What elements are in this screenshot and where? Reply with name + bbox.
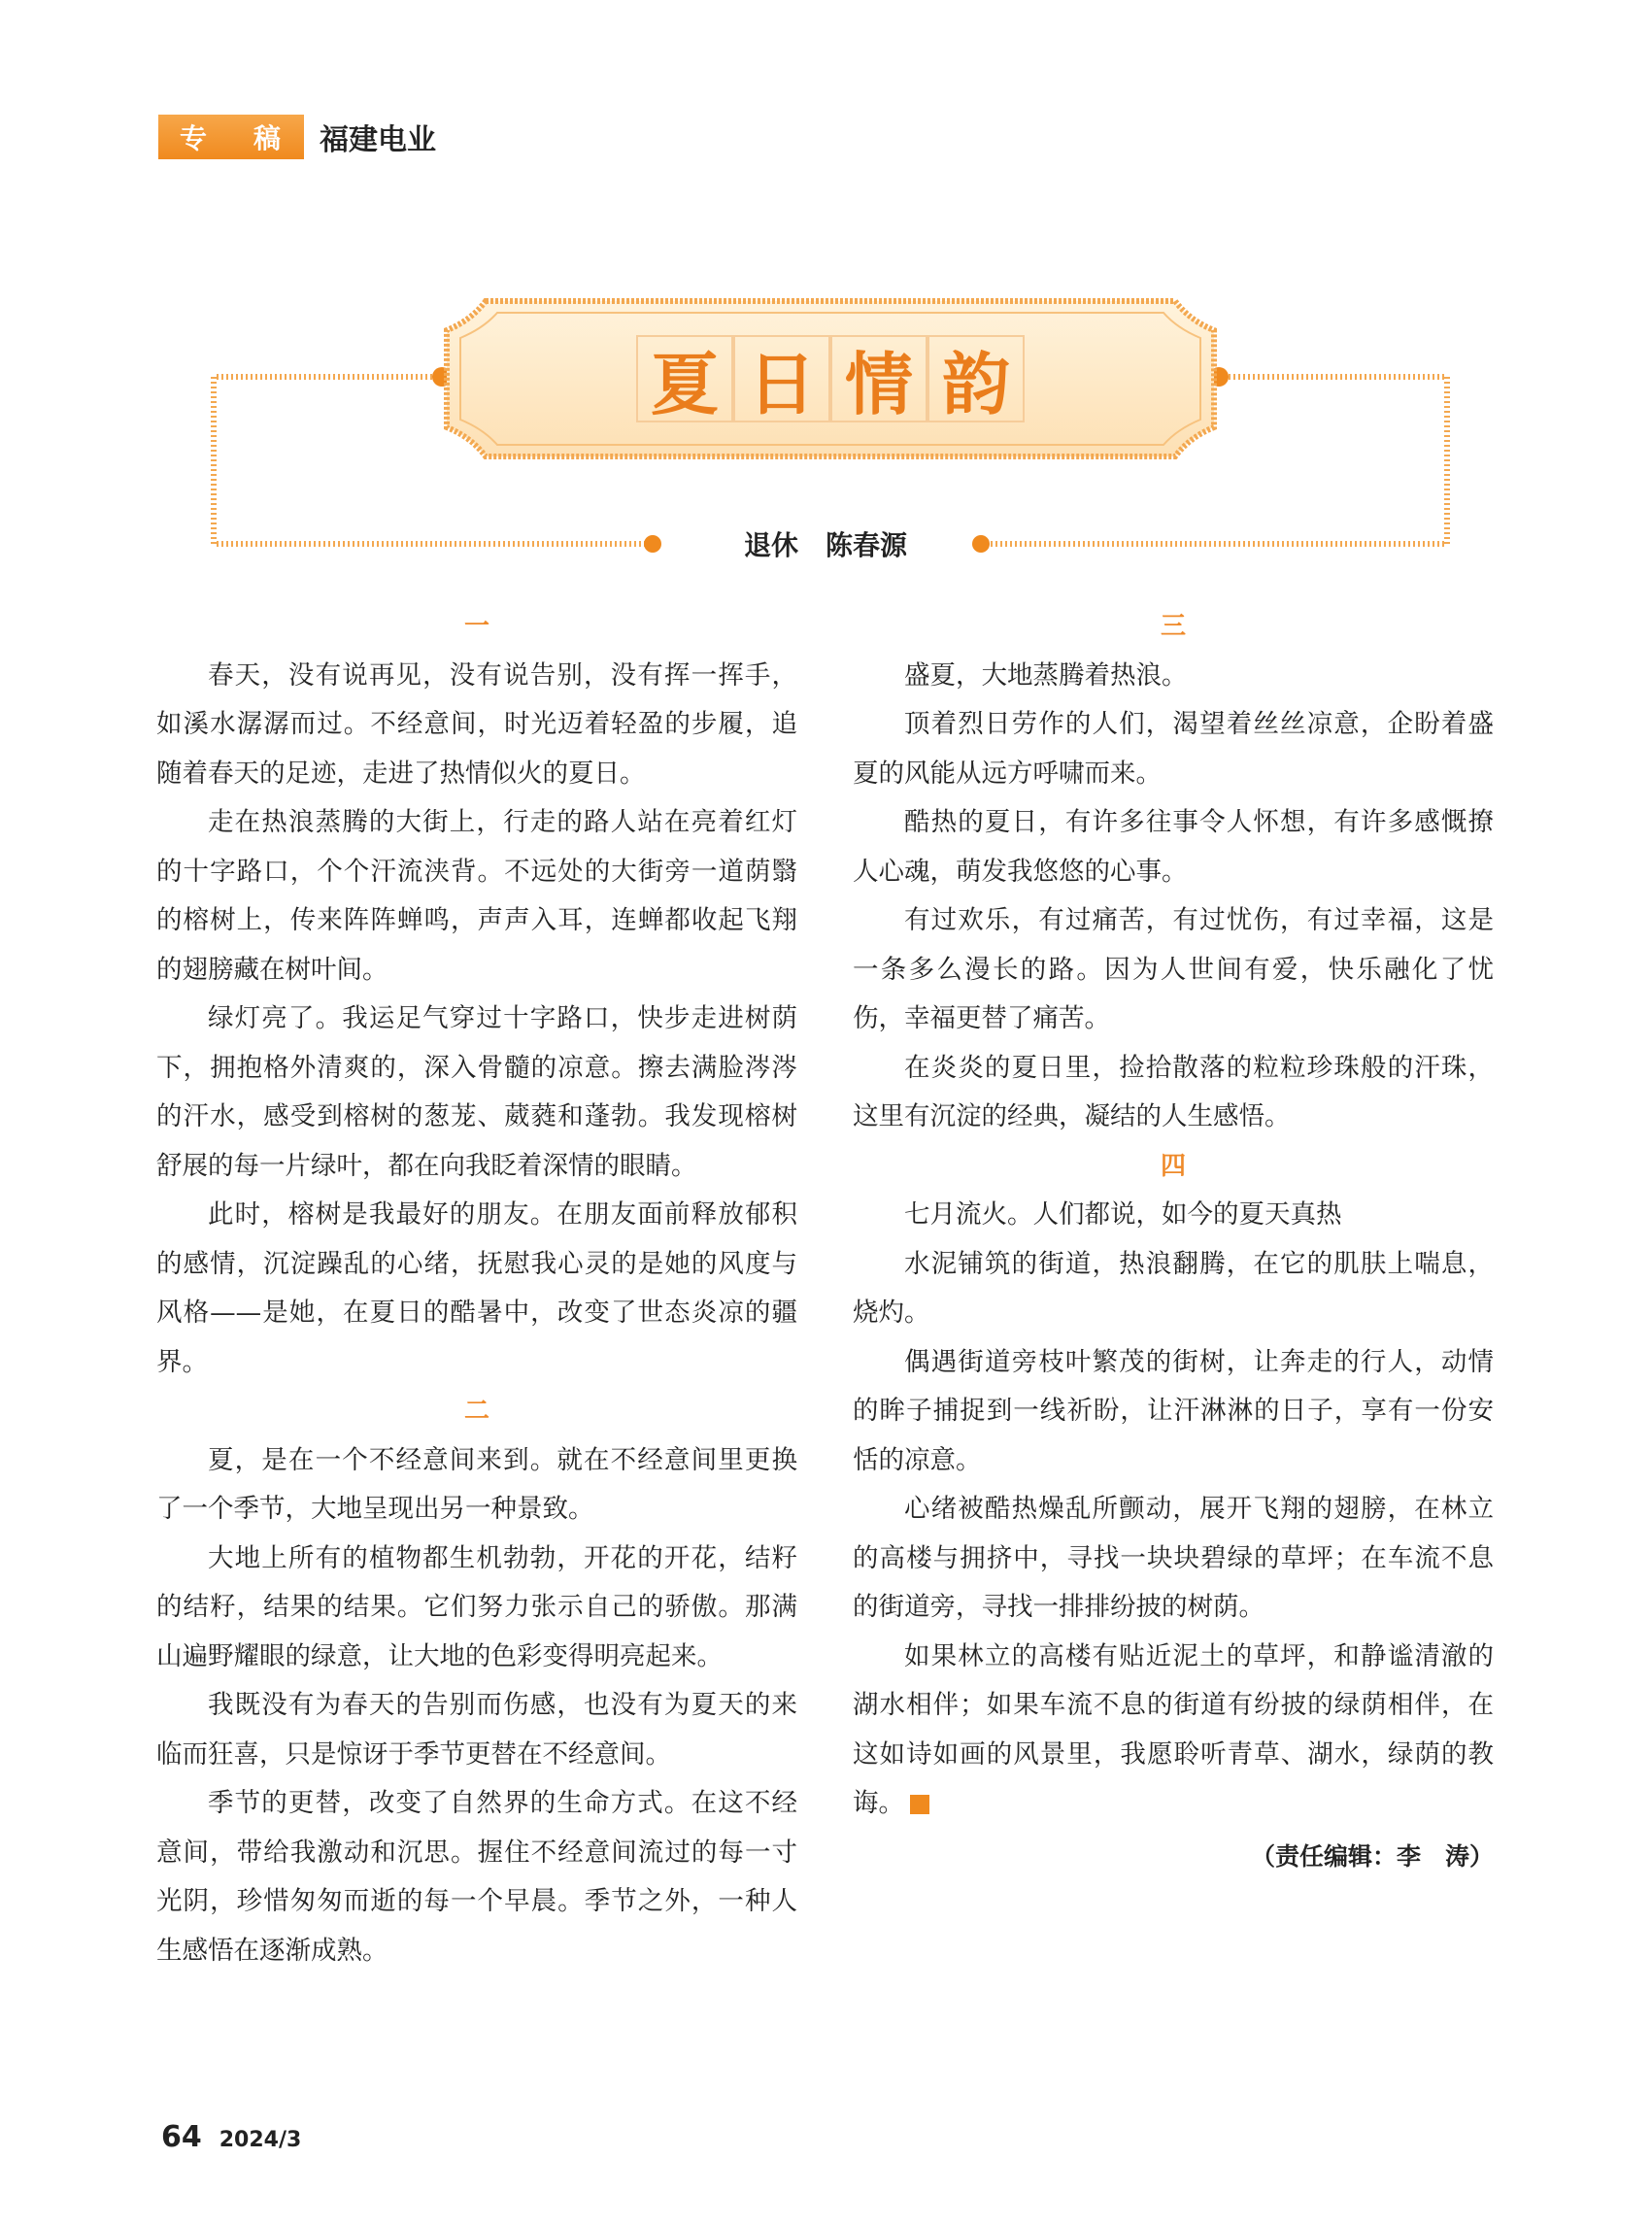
paragraph-text: 如果林立的高楼有贴近泥土的草坪，和静谧清澈的湖水相伴；如果车流不息的街道有纷披的绿荫相伴，在这如诗如画的风景里，我愿聆听青草、湖水，绿荫的教诲。 [853,1640,1494,1818]
paragraph-last [853,1633,1494,1829]
paragraph: 水泥铺筑的街道，热浪翻腾，在它的肌肤上喘息，烧灼。 [853,1248,1494,1328]
left-column [156,602,797,1975]
paragraph: 春天，没有说再见，没有说告别，没有挥一挥手，如溪水潺潺而过。不经意间，时光迈着轻盈的步履，追随着春天的足迹，走进了热情似火的夏日。 [156,659,797,789]
paragraph: 盛夏，大地蒸腾着热浪。 [904,659,1188,691]
paragraph: 绿灯亮了。我运足气穿过十字路口，快步走进树荫下，拥抱格外清爽的，深入骨髓的凉意。擦去满脸涔涔的汗水，感受到榕树的葱茏、葳蕤和蓬勃。我发现榕树舒展的每一片绿叶，都在向我眨着深情的眼睛。 [156,1003,797,1181]
paragraph: 七月流火。人们都说，如今的夏天真热 [904,1199,1342,1230]
issue-label: 2024/3 [219,2128,302,2152]
paragraph: 大地上所有的植物都生机勃勃，开花的开花，结籽的结籽，结果的结果。它们努力张示自己的骄傲。那满山遍野耀眼的绿意，让大地的色彩变得明亮起来。 [156,1542,797,1671]
article-title [636,335,1025,422]
title-char: 韵 [927,335,1025,422]
paragraph: 有过欢乐，有过痛苦，有过忧伤，有过幸福，这是一条多么漫长的路。因为人世间有爱，快乐融化了忧伤，幸福更替了痛苦。 [853,905,1494,1033]
title-frame-ornament [0,0,1652,583]
title-char: 情 [830,335,927,422]
paragraph: 顶着烈日劳作的人们，渴望着丝丝凉意，企盼着盛夏的风能从远方呼啸而来。 [853,709,1494,789]
paragraph: 酷热的夏日，有许多往事令人怀想，有许多感慨撩人心魂，萌发我悠悠的心事。 [853,807,1494,887]
page-number: 64 [161,2120,202,2154]
tag-char-right: 稿 [253,122,283,154]
paragraph: 在炎炎的夏日里，捡拾散落的粒粒珍珠般的汗珠，这里有沉淀的经典，凝结的人生感悟。 [853,1052,1494,1131]
title-char: 日 [733,335,830,422]
paragraph: 季节的更替，改变了自然界的生命方式。在这不经意间，带给我激动和沉思。握住不经意间流过的每一寸光阴，珍惜匆匆而逝的每一个早晨。季节之外，一种人生感悟在逐渐成熟。 [156,1788,797,1966]
editor-credit: （责任编辑：李 涛） [1250,1841,1494,1871]
end-square-icon [910,1795,929,1814]
section-heading-1: 一 [463,612,489,641]
title-char: 夏 [636,335,733,422]
section-heading-3: 三 [1160,612,1186,641]
paragraph: 心绪被酷热燥乱所颤动，展开飞翔的翅膀，在林立的高楼与拥挤中，寻找一块块碧绿的草坪；在车流不息的街道旁，寻找一排排纷披的树荫。 [853,1494,1494,1622]
paragraph: 偶遇街道旁枝叶繁茂的街树，让奔走的行人，动情的眸子捕捉到一线祈盼，让汗淋淋的日子，享有一份安恬的凉意。 [853,1346,1494,1475]
right-column [853,602,1494,1881]
paragraph: 走在热浪蒸腾的大街上，行走的路人站在亮着红灯的十字路口，个个汗流浃背。不远处的大街旁一道荫翳的榕树上，传来阵阵蝉鸣，声声入耳，连蝉都收起飞翔的翅膀藏在树叶间。 [156,807,797,985]
page-footer [161,2120,301,2154]
tag-char-left: 专 [180,122,210,154]
paragraph: 此时，榕树是我最好的朋友。在朋友面前释放郁积的感情，沉淀躁乱的心绪，抚慰我心灵的是她的风度与风格——是她，在夏日的酷暑中，改变了世态炎凉的疆界。 [156,1199,797,1377]
magazine-name: 福建电业 [320,123,436,157]
paragraph: 我既没有为春天的告别而伤感，也没有为夏天的来临而狂喜，只是惊讶于季节更替在不经意间。 [156,1690,797,1770]
paragraph: 夏，是在一个不经意间来到。就在不经意间里更换了一个季节，大地呈现出另一种景致。 [156,1444,797,1524]
author-byline: 退休 陈春源 [743,529,907,561]
section-heading-4: 四 [1160,1151,1186,1181]
section-heading-2: 二 [463,1397,489,1426]
